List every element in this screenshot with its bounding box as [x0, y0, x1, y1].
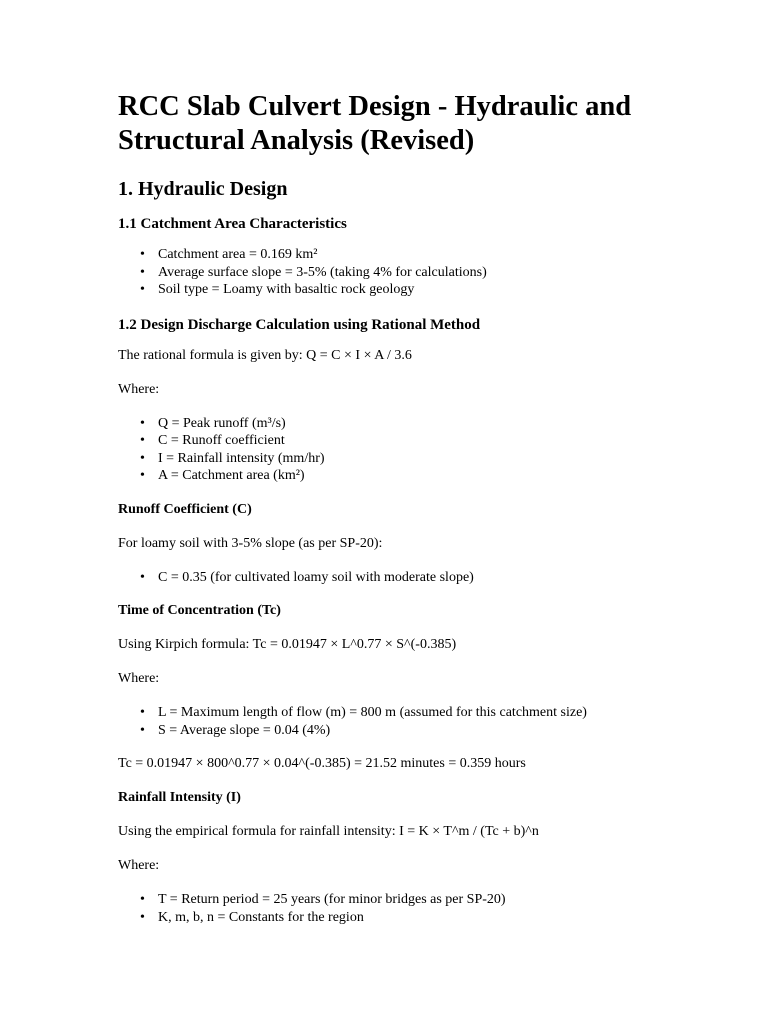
section-heading-hydraulic-design: 1. Hydraulic Design [118, 178, 288, 200]
list-item: • C = 0.35 (for cultivated loamy soil with moderate slope) [158, 569, 650, 587]
runoff-list [118, 569, 650, 587]
heading-rainfall-intensity: Rainfall Intensity (I) [118, 790, 241, 805]
runoff-text: For loamy soil with 3-5% slope (as per SP-20): [118, 535, 383, 551]
list-item: • I = Rainfall intensity (mm/hr) [158, 450, 650, 468]
subsection-heading-catchment: 1.1 Catchment Area Characteristics [118, 216, 347, 232]
where-label: Where: [118, 858, 160, 873]
tc-result-text: Tc = 0.01947 × 800^0.77 × 0.04^(-0.385) = 21.52 minutes = 0.359 hours [118, 756, 526, 771]
heading-runoff-coefficient: Runoff Coefficient (C) [118, 501, 252, 517]
list-item: • Average surface slope = 3-5% (taking 4% for calculations) [158, 264, 650, 282]
list-item: • Catchment area = 0.169 km² [158, 246, 650, 264]
document-title: RCC Slab Culvert Design - Hydraulic and Structural Analysis (Revised) [118, 91, 632, 156]
list-item: • S = Average slope = 0.04 (4%) [158, 722, 650, 740]
list-item: • L = Maximum length of flow (m) = 800 m (assumed for this catchment size) [158, 704, 650, 722]
tc-variables-list [118, 704, 650, 739]
list-item: • Soil type = Loamy with basaltic rock geology [158, 281, 650, 299]
list-item: • K, m, b, n = Constants for the region [158, 909, 650, 927]
list-item: • A = Catchment area (km²) [158, 467, 650, 485]
where-label: Where: [118, 381, 160, 397]
list-item: • T = Return period = 25 years (for minor bridges as per SP-20) [158, 891, 650, 909]
intensity-formula-text: Using the empirical formula for rainfall intensity: I = K × T^m / (Tc + b)^n [118, 824, 539, 839]
heading-time-of-concentration: Time of Concentration (Tc) [118, 603, 281, 618]
list-item: • C = Runoff coefficient [158, 432, 650, 450]
list-item: • Q = Peak runoff (m³/s) [158, 415, 650, 433]
where-label: Where: [118, 671, 160, 686]
kirpich-formula-text: Using Kirpich formula: Tc = 0.01947 × L^0.77 × S^(-0.385) [118, 637, 457, 652]
subsection-heading-discharge: 1.2 Design Discharge Calculation using Rational Method [118, 316, 481, 333]
rational-formula-text: The rational formula is given by: Q = C × I × A / 3.6 [118, 347, 412, 363]
intensity-variables-list [118, 891, 650, 926]
discharge-variables-list [118, 415, 650, 485]
catchment-list [118, 246, 650, 299]
